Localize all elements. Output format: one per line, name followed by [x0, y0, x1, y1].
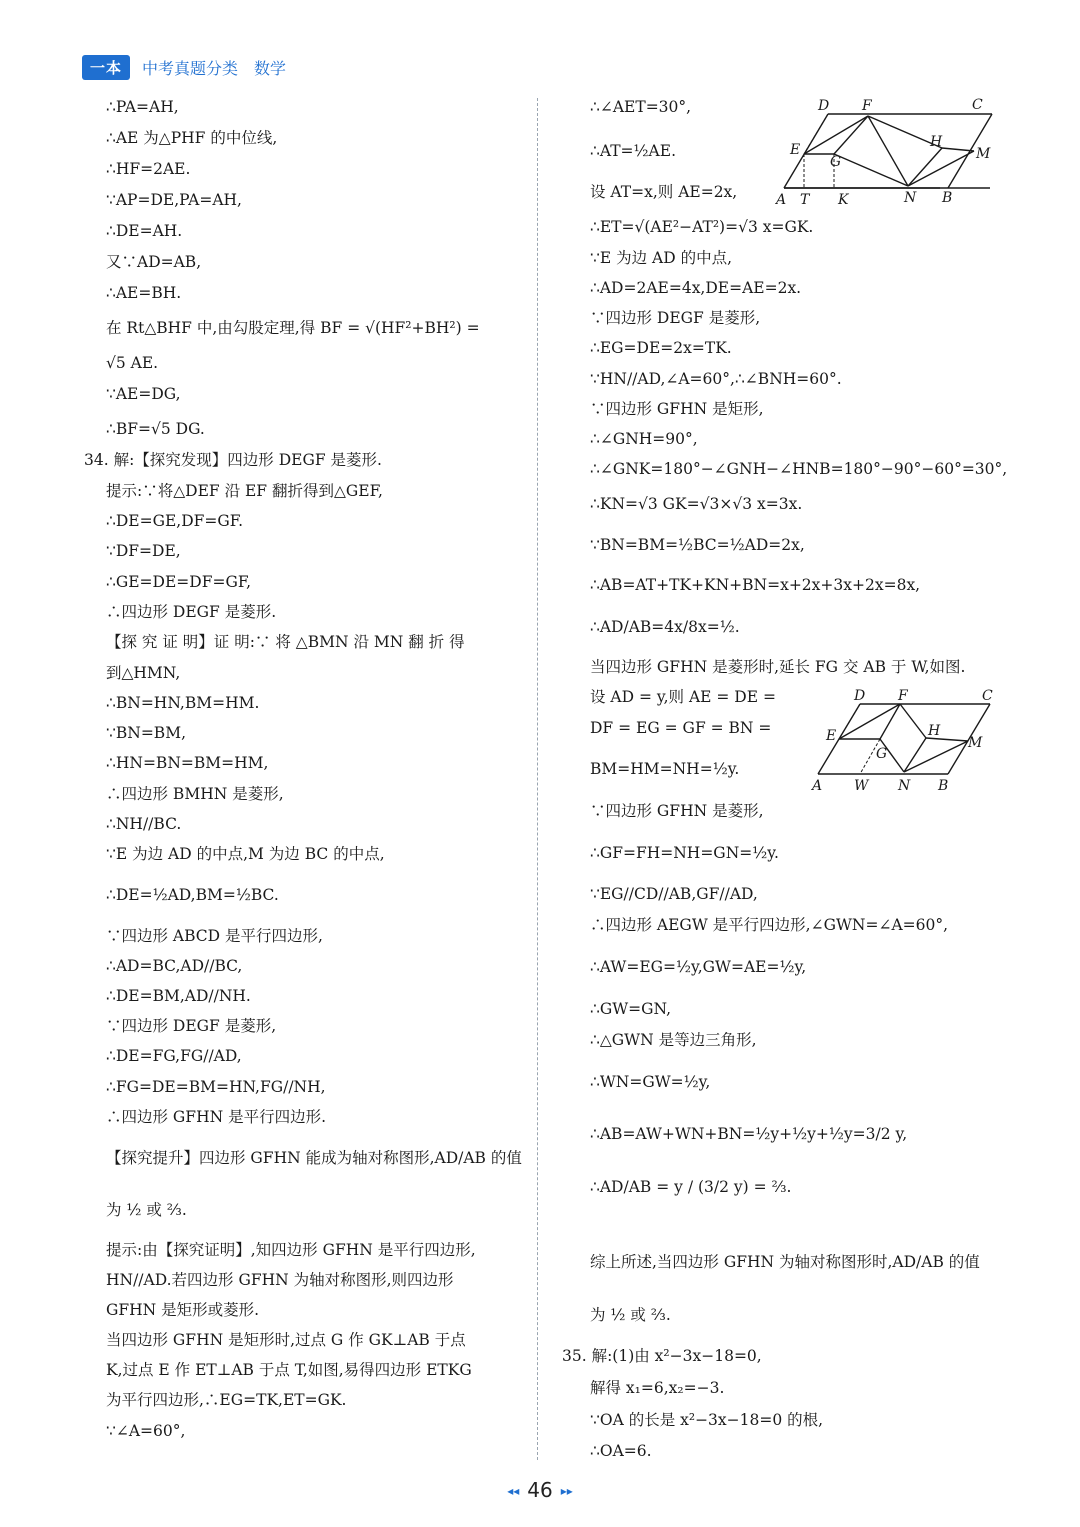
text-line: ∴GE=DE=DF=GF, — [106, 573, 252, 591]
text-line: ∵∠A=60°, — [106, 1422, 186, 1440]
brand-logo: 一本 — [82, 55, 130, 80]
page-header — [82, 54, 286, 80]
text-line: 在 Rt△BHF 中,由勾股定理,得 BF = √(HF²+BH²) = — [106, 319, 480, 337]
text-line: ∴AD=BC,AD//BC, — [106, 957, 243, 975]
point-label: F — [862, 98, 872, 114]
text-line: 设 AD = y,则 AE = DE = — [590, 688, 776, 706]
text-line: ∴NH//BC. — [106, 815, 182, 833]
text-line: ∴四边形 GFHN 是平行四边形. — [106, 1108, 326, 1126]
text-line: ∴GF=FH=NH=GN=½y. — [590, 844, 779, 862]
point-label: N — [898, 778, 911, 794]
text-line: ∴AB=AW+WN+BN=½y+½y+½y=3/2 y, — [590, 1125, 908, 1143]
page-footer — [0, 1478, 1080, 1502]
text-line: ∴△GWN 是等边三角形, — [590, 1031, 757, 1049]
text-line: ∴四边形 DEGF 是菱形. — [106, 603, 277, 621]
point-label: C — [982, 688, 993, 704]
text-line: ∴KN=√3 GK=√3×√3 x=3x. — [590, 495, 803, 513]
text-line: ∴HF=2AE. — [106, 160, 191, 178]
series-title: 中考真题分类 — [142, 58, 239, 78]
text-line: ∵DF=DE, — [106, 542, 181, 560]
text-line: ∴AT=½AE. — [590, 142, 676, 160]
point-label: B — [942, 190, 953, 206]
text-line: ∴FG=DE=BM=HN,FG//NH, — [106, 1078, 326, 1096]
text-line: ∵四边形 GFHN 是菱形, — [590, 802, 764, 820]
point-label: T — [800, 192, 810, 208]
point-label: E — [826, 728, 837, 744]
page-number: 46 — [527, 1478, 553, 1502]
text-line: 提示:∵将△DEF 沿 EF 翻折得到△GEF, — [106, 482, 383, 500]
text-line: ∵BN=BM, — [106, 724, 186, 742]
text-line: ∵AP=DE,PA=AH, — [106, 191, 242, 209]
text-line: 解得 x₁=6,x₂=−3. — [590, 1379, 725, 1397]
text-line: ∴四边形 BMHN 是菱形, — [106, 785, 284, 803]
point-label: C — [972, 97, 983, 113]
text-line: ∵EG//CD//AB,GF//AD, — [590, 885, 758, 903]
point-label: G — [876, 746, 888, 762]
text-line: 当四边形 GFHN 是菱形时,延长 FG 交 AB 于 W,如图. — [590, 658, 966, 676]
text-line: ∴OA=6. — [590, 1442, 652, 1460]
text-line: 34. 解:【探究发现】四边形 DEGF 是菱形. — [84, 451, 382, 469]
text-line: ∴BN=HN,BM=HM. — [106, 694, 260, 712]
point-label: N — [904, 190, 917, 206]
text-line: 【探 究 证 明】证 明:∵ 将 △BMN 沿 MN 翻 折 得 — [106, 633, 465, 651]
text-line: ∴AD/AB = y / (3/2 y) = ⅔. — [590, 1178, 792, 1196]
point-label: A — [776, 192, 787, 208]
text-line: GFHN 是矩形或菱形. — [106, 1301, 260, 1319]
text-line: ∴AD=2AE=4x,DE=AE=2x. — [590, 279, 802, 297]
text-line: √5 AE. — [106, 354, 159, 372]
text-line: ∴ET=√(AE²−AT²)=√3 x=GK. — [590, 218, 814, 236]
text-line: ∴AE=BH. — [106, 284, 182, 302]
text-line: ∴GW=GN, — [590, 1000, 672, 1018]
point-label: D — [854, 688, 866, 704]
text-line: K,过点 E 作 ET⊥AB 于点 T,如图,易得四边形 ETKG — [106, 1361, 472, 1379]
text-line: ∵四边形 DEGF 是菱形, — [590, 309, 761, 327]
text-line: ∵OA 的长是 x²−3x−18=0 的根, — [590, 1411, 824, 1429]
text-line: ∴DE=BM,AD//NH. — [106, 987, 251, 1005]
point-label: E — [790, 142, 801, 158]
point-label: H — [930, 134, 943, 150]
text-line: DF = EG = GF = BN = — [590, 719, 772, 737]
text-line: 为平行四边形,∴EG=TK,ET=GK. — [106, 1391, 347, 1409]
text-line: HN//AD.若四边形 GFHN 为轴对称图形,则四边形 — [106, 1271, 454, 1289]
text-line: ∴∠GNK=180°−∠GNH−∠HNB=180°−90°−60°=30°, — [590, 460, 1008, 478]
point-label: B — [938, 778, 949, 794]
point-label: A — [812, 778, 823, 794]
text-line: ∵E 为边 AD 的中点,M 为边 BC 的中点, — [106, 845, 385, 863]
figure-rhombus-case — [808, 686, 998, 796]
text-line: 为 ½ 或 ⅔. — [590, 1306, 671, 1324]
text-line: ∵四边形 ABCD 是平行四边形, — [106, 927, 323, 945]
point-label: H — [928, 723, 941, 739]
text-line: ∵E 为边 AD 的中点, — [590, 249, 733, 267]
prev-page-arrow-icon[interactable]: ◂◂ — [507, 1484, 520, 1498]
text-line: ∴DE=AH. — [106, 222, 183, 240]
text-line: 提示:由【探究证明】,知四边形 GFHN 是平行四边形, — [106, 1241, 476, 1259]
subject-title: 数学 — [254, 58, 287, 78]
text-line: ∴AE 为△PHF 的中位线, — [106, 129, 278, 147]
text-line: ∵BN=BM=½BC=½AD=2x, — [590, 536, 805, 554]
text-line: ∵四边形 GFHN 是矩形, — [590, 400, 764, 418]
text-line: ∴AW=EG=½y,GW=AE=½y, — [590, 958, 807, 976]
text-line: ∴WN=GW=½y, — [590, 1073, 711, 1091]
text-line: ∵AE=DG, — [106, 385, 181, 403]
text-line: 又∵AD=AB, — [106, 253, 202, 271]
text-line: ∴HN=BN=BM=HM, — [106, 754, 269, 772]
point-label: M — [976, 146, 991, 162]
text-line: ∴∠GNH=90°, — [590, 430, 698, 448]
text-line: ∴∠AET=30°, — [590, 98, 692, 116]
point-label: F — [898, 688, 908, 704]
point-label: W — [854, 778, 869, 794]
text-line: ∴DE=FG,FG//AD, — [106, 1047, 242, 1065]
text-line: 当四边形 GFHN 是矩形时,过点 G 作 GK⊥AB 于点 — [106, 1331, 466, 1349]
text-line: ∴四边形 AEGW 是平行四边形,∠GWN=∠A=60°, — [590, 916, 949, 934]
figure-rectangle-case — [770, 96, 1000, 208]
text-line: 设 AT=x,则 AE=2x, — [590, 183, 738, 201]
text-line: ∵HN//AD,∠A=60°,∴∠BNH=60°. — [590, 370, 842, 388]
text-line: 【探究提升】四边形 GFHN 能成为轴对称图形,AD/AB 的值 — [106, 1149, 522, 1167]
point-label: D — [818, 98, 830, 114]
text-line: ∴PA=AH, — [106, 98, 179, 116]
column-divider — [537, 98, 538, 1460]
text-line: ∴DE=½AD,BM=½BC. — [106, 886, 279, 904]
text-line: ∴EG=DE=2x=TK. — [590, 339, 732, 357]
text-line: 35. 解:(1)由 x²−3x−18=0, — [562, 1347, 762, 1365]
text-line: ∴BF=√5 DG. — [106, 420, 205, 438]
next-page-arrow-icon[interactable]: ▸▸ — [560, 1484, 573, 1498]
point-label: K — [838, 192, 849, 208]
text-line: 综上所述,当四边形 GFHN 为轴对称图形时,AD/AB 的值 — [590, 1253, 980, 1271]
text-line: 为 ½ 或 ⅔. — [106, 1201, 187, 1219]
point-label: M — [968, 735, 983, 751]
text-line: 到△HMN, — [106, 664, 181, 682]
text-line: ∴AB=AT+TK+KN+BN=x+2x+3x+2x=8x, — [590, 576, 921, 594]
text-line: ∴AD/AB=4x/8x=½. — [590, 618, 740, 636]
text-line: ∴DE=GE,DF=GF. — [106, 512, 244, 530]
text-line: ∵四边形 DEGF 是菱形, — [106, 1017, 277, 1035]
text-line: BM=HM=NH=½y. — [590, 760, 740, 778]
point-label: G — [830, 154, 842, 170]
